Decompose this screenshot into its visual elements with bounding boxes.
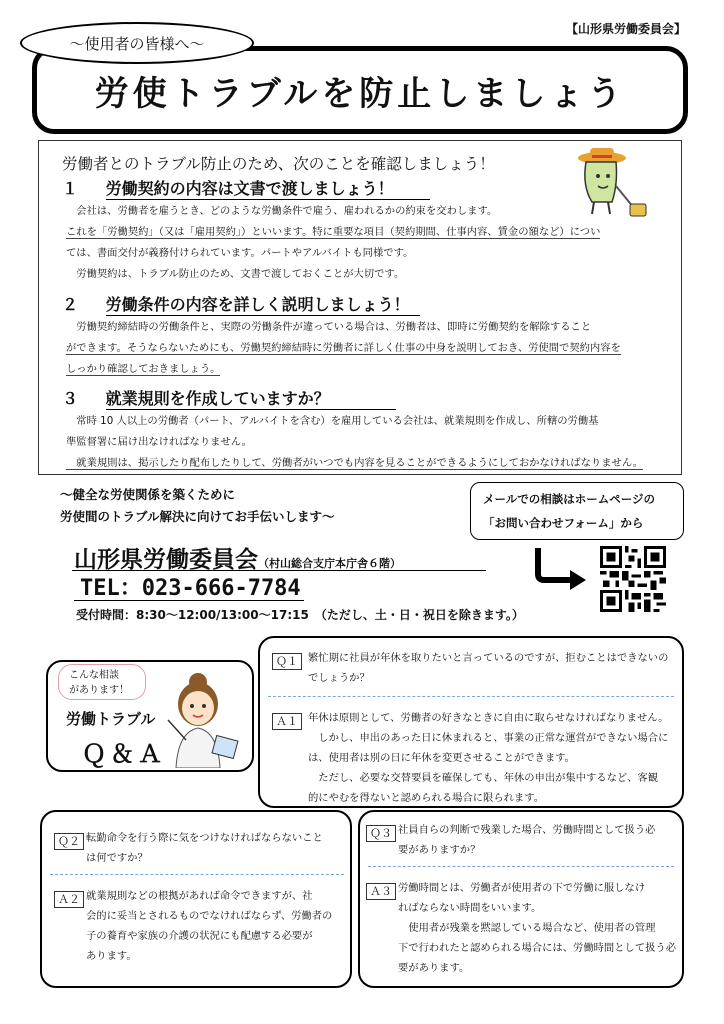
section-1-line: 労働契約は、トラブル防止のため、文書で渡しておくことが大切です。 (66, 268, 405, 280)
section-3-number: ３ (62, 389, 79, 408)
section-1-title: 労働契約の内容は文書で渡しましょう！ (106, 179, 430, 200)
section-1-number: １ (62, 179, 79, 198)
a2-tag-wrap (54, 888, 84, 908)
q3-divider (368, 866, 674, 867)
contact-tel-underline (74, 600, 304, 601)
section-1-line: 会社は、労働者を雇うとき、どのような労働条件で雇う、雇われるかの約束を交わします。 (66, 205, 498, 217)
a3-line: 要があります。 (398, 962, 470, 974)
section-3-title: 就業規則を作成していますか？ (106, 389, 396, 410)
q2-tag-wrap (54, 830, 84, 850)
q2-tag: Ｑ２ (54, 833, 84, 850)
qa-title: 労働トラブル (66, 710, 156, 728)
section-2-line: しっかり確認しておきましょう。 (66, 363, 221, 375)
section-2-body (66, 317, 674, 380)
organization-label: 【山形県労働委員会】 (565, 22, 686, 36)
q3-line: 社員自らの判断で残業した場合、労働時間として扱う必 (398, 824, 656, 836)
mail-consultation-box (470, 482, 684, 540)
bubble-line-2: があります！ (69, 685, 129, 696)
q1-question (308, 648, 678, 688)
a3-tag-wrap (366, 880, 396, 900)
q3-line: 要がありますか？ (398, 844, 481, 856)
qr-code[interactable] (600, 546, 666, 612)
section-3-body (66, 411, 674, 474)
section-1-body (66, 201, 674, 285)
contact-org-name: 山形県労働委員会 (74, 547, 258, 573)
q3-tag-wrap (366, 822, 396, 842)
a2-line: 子の養育や家族の介護の状況にも配慮する必要が (86, 930, 313, 942)
contact-location: （村山総合支庁本庁舎６階） (258, 557, 401, 570)
qa-card-2 (40, 810, 352, 988)
slogan-line-1: ～健全な労使関係を築くために (60, 487, 236, 502)
section-1-heading (62, 176, 430, 199)
q2-line: 転勤命令を行う際に気をつけなければならないこと (86, 832, 323, 844)
speech-bubble (58, 664, 146, 700)
slogan (60, 484, 335, 528)
a1-line: 年休は原則として、労働者の好きなときに自由に取らせなければなりません。 (308, 712, 669, 724)
consultant-illustration (158, 668, 248, 768)
section-2-number: ２ (62, 295, 79, 314)
q2-line: は何ですか？ (86, 852, 148, 864)
intro-text: 労働者とのトラブル防止のため、次のことを確認しましょう！ (62, 155, 495, 173)
contact-tel[interactable]: TEL：023-666-7784 (80, 576, 301, 601)
a2-line: 会的に妥当とされるものでなければならず、労働者の (86, 910, 333, 922)
a3-answer (398, 878, 680, 978)
a3-line: 下で行われたと認められる場合には、労働時間として扱う必 (398, 942, 677, 954)
q1-line: 繁忙期に社員が年休を取りたいと言っているのですが、拒むことはできないの (308, 652, 669, 664)
bubble-line-1: こんな相談 (69, 670, 119, 681)
mail-line-2: 「お問い合わせフォーム」から (483, 516, 644, 530)
qa-card-3 (358, 810, 684, 988)
q3-tag: Ｑ３ (366, 825, 396, 842)
section-1-line: これを「労働契約」（又は「雇用契約」）といいます。特に重要な項目（契約期間、仕事内容、賃金の額など）につい (66, 226, 601, 238)
a2-line: 就業規則などの根拠があれば命令できますが、社 (86, 890, 313, 902)
subtitle: ～使用者の皆様へ～ (69, 34, 205, 53)
section-2-heading (62, 292, 420, 315)
section-3-line: 準監督署に届け出なければなりません。 (66, 436, 252, 448)
a2-answer (86, 886, 348, 966)
q3-question (398, 820, 680, 860)
slogan-line-2: 労使間のトラブル解決に向けてお手伝いします～ (60, 509, 335, 524)
section-3-line: 就業規則は、掲示したり配布したりして、労働者がいつでも内容を見ることができるようにしておかなければなりません。 (66, 457, 644, 469)
q2-question (86, 828, 348, 868)
q1-line: でしょうか？ (308, 672, 370, 684)
a2-tag: Ａ２ (54, 891, 84, 908)
a1-answer (308, 708, 678, 808)
page-title: 労使トラブルを防止しましょう (94, 73, 626, 114)
a2-line: あります。 (86, 950, 137, 962)
qa-card-1 (258, 636, 684, 808)
a3-line: 労働時間とは、労働者が使用者の下で労働に服しなけ (398, 882, 646, 894)
arrow-right-icon (530, 546, 590, 590)
a1-line: 的にやむを得ないと認められる場合に限られます。 (308, 792, 545, 804)
section-3-heading (62, 386, 396, 409)
section-2-line: 労働契約締結時の労働条件と、実際の労働条件が違っている場合は、労働者は、即時に労働契約を解除すること (66, 321, 592, 333)
a1-line: は、使用者は別の日に年休を変更させることができます。 (308, 752, 575, 764)
section-2-line: ができます。そうならないためにも、労働契約締結時に労働者に詳しく仕事の中身を説明しておき、労使間で契約内容を (66, 342, 621, 354)
a3-tag: Ａ３ (366, 883, 396, 900)
q1-divider (268, 696, 674, 697)
a1-line: ただし、必要な交替要員を確保しても、年休の申出が集中するなど、客観 (308, 772, 659, 784)
section-2-title: 労働条件の内容を詳しく説明しましょう！ (106, 295, 420, 316)
a1-tag: Ａ１ (272, 713, 302, 730)
q1-tag-wrap (272, 650, 302, 670)
qa-subtitle: Ｑ＆Ａ (82, 740, 166, 768)
q1-tag: Ｑ１ (272, 653, 302, 670)
contact-hours: 受付時間：8:30～12:00/13:00～17:15 （ただし、土・日・祝日を除きます。） (76, 608, 524, 622)
subtitle-oval (20, 22, 254, 64)
section-3-line: 常時 10 人以上の労働者（パート、アルバイトを含む）を雇用している会社は、就業規則を作成し、所轄の労働基 (66, 415, 599, 427)
a3-line: ればならない時間をいいます。 (398, 902, 542, 914)
mail-line-1: メールでの相談はホームページの (483, 492, 656, 506)
a1-line: しかし、申出のあった日に休まれると、事業の正常な運営ができない場合に (308, 732, 669, 744)
a3-line: 使用者が残業を黙認している場合など、使用者の管理 (398, 922, 656, 934)
q2-divider (50, 874, 344, 875)
a1-tag-wrap (272, 710, 302, 730)
section-1-line: ては、書面交付が義務付けられています。パートやアルバイトも同様です。 (66, 247, 414, 259)
